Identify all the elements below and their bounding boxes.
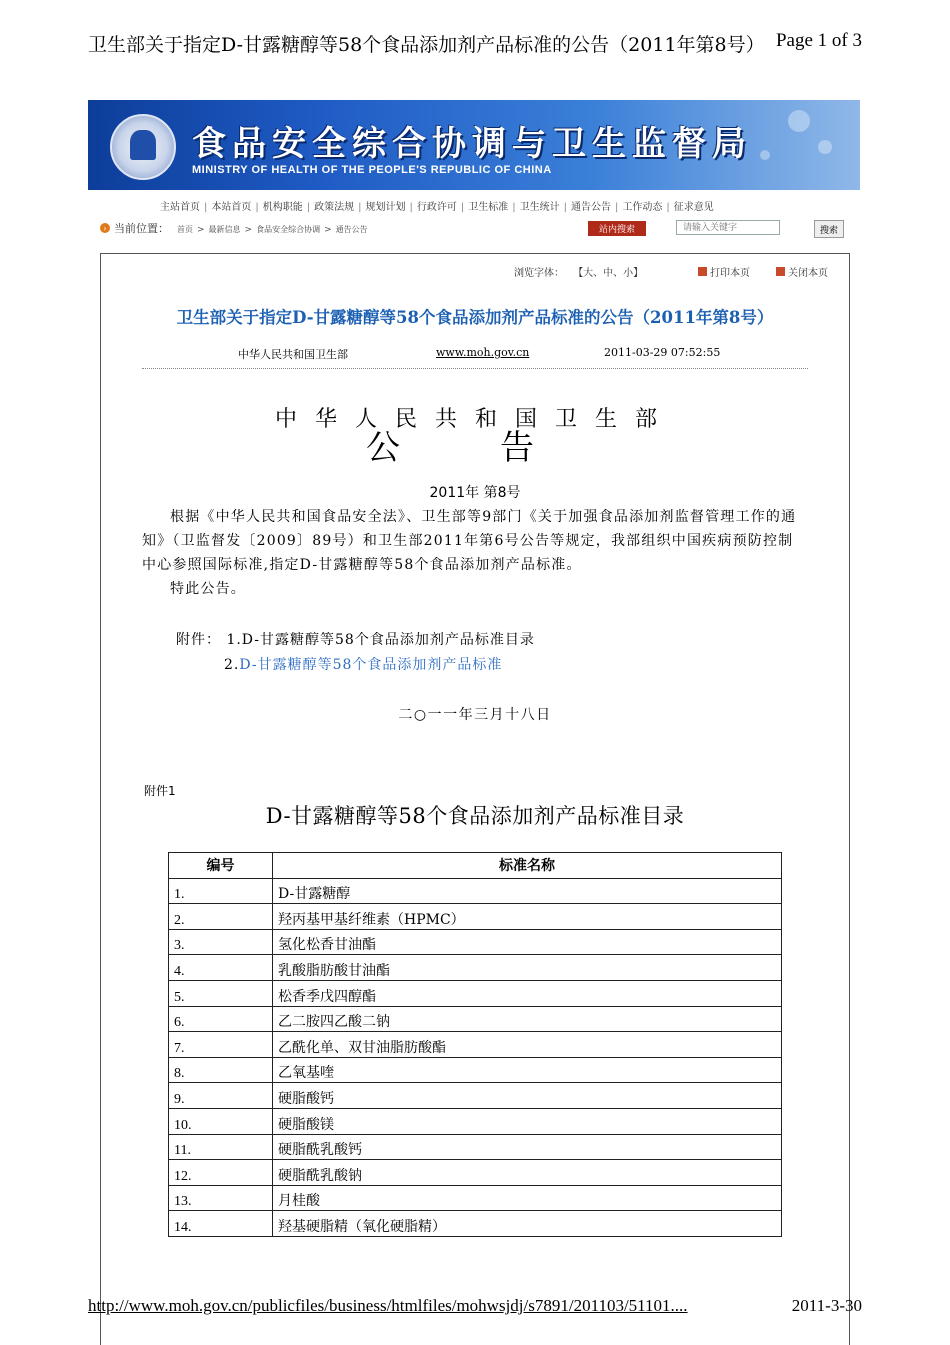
column-header-number: 编号 (169, 853, 273, 879)
standard-number: 6. (169, 1006, 273, 1032)
attachment-2-number: 2. (224, 657, 240, 673)
print-footer-date: 2011-3-30 (791, 1296, 862, 1315)
banner-title-cn: 食品安全综合协调与卫生监督局 (192, 124, 752, 164)
standard-number: 3. (169, 929, 273, 955)
breadcrumb-item[interactable]: 最新信息 (208, 224, 241, 234)
article-datetime: 2011-03-29 07:52:55 (604, 346, 721, 359)
breadcrumb-separator: > (324, 224, 332, 235)
nav-separator: | (204, 202, 208, 213)
standard-number: 14. (169, 1211, 273, 1237)
table-header-row (169, 853, 782, 879)
standard-name: 羟基硬脂精（氧化硬脂精） (273, 1211, 782, 1237)
nav-separator: | (615, 202, 619, 213)
nav-item[interactable]: 机构职能 (262, 202, 303, 213)
article-title: 卫生部关于指定D-甘露糖醇等58个食品添加剂产品标准的公告（2011年第8号） (176, 308, 774, 327)
close-page-button[interactable] (776, 264, 828, 279)
close-page-label: 关闭本页 (788, 268, 828, 279)
article-site-link[interactable]: www.moh.gov.cn (436, 346, 530, 359)
article-source: 中华人民共和国卫生部 (238, 348, 348, 361)
font-size-label: 浏览字体： (514, 268, 564, 279)
announcement-closing: 特此公告。 (170, 581, 246, 597)
nav-item[interactable]: 工作动态 (622, 202, 663, 213)
table-row (169, 1160, 782, 1186)
standard-name: 硬脂酸钙 (273, 1083, 782, 1109)
annex-title: D-甘露糖醇等58个食品添加剂产品标准目录 (265, 804, 685, 828)
nav-item[interactable]: 规划计划 (365, 202, 406, 213)
document-number: 2011年 第8号 (429, 485, 521, 501)
standard-name: 乳酸脂肪酸甘油酯 (273, 955, 782, 981)
table-row (169, 1134, 782, 1160)
site-search-button[interactable]: 站内搜索 (588, 221, 646, 236)
nav-item[interactable]: 征求意见 (673, 202, 714, 213)
document-type: 公告 (366, 428, 634, 468)
nav-item[interactable]: 通告公告 (571, 202, 611, 213)
search-button[interactable]: 搜索 (814, 220, 844, 238)
close-icon (776, 267, 785, 276)
nav-item[interactable]: 主站首页 (160, 202, 200, 213)
standard-number: 5. (169, 980, 273, 1006)
standard-number: 4. (169, 955, 273, 981)
meta-divider (142, 368, 808, 369)
table-row (169, 955, 782, 981)
standard-name: 乙酰化单、双甘油脂肪酸酯 (273, 1032, 782, 1058)
breadcrumb-item[interactable]: 首页 (177, 224, 193, 234)
breadcrumb-item[interactable]: 通告公告 (335, 224, 368, 234)
standards-table (168, 852, 782, 1237)
arrow-right-icon: › (100, 223, 110, 233)
location-label: 当前位置： (114, 222, 169, 235)
nav-item[interactable]: 本站首页 (211, 202, 252, 213)
standard-number: 10. (169, 1108, 273, 1134)
nav-separator: | (255, 202, 259, 213)
standard-name: 羟丙基甲基纤维素（HPMC） (273, 904, 782, 930)
attachments-label: 附件： (176, 632, 221, 648)
nav-item[interactable]: 政策法规 (314, 202, 355, 213)
standard-number: 13. (169, 1185, 273, 1211)
main-nav (160, 198, 714, 213)
standard-name: 硬脂酰乳酸钙 (273, 1134, 782, 1160)
standard-name: D-甘露糖醇 (273, 878, 782, 904)
breadcrumb-separator: > (244, 224, 253, 235)
breadcrumb (100, 220, 368, 236)
table-row (169, 1211, 782, 1237)
standard-name: 硬脂酸镁 (273, 1108, 782, 1134)
announcement-body (142, 505, 802, 601)
standard-number: 9. (169, 1083, 273, 1109)
decor-bubble-icon (788, 110, 810, 132)
banner-title-en: MINISTRY OF HEALTH OF THE PEOPLE'S REPUBLIC OF CHINA (192, 164, 552, 176)
column-header-name: 标准名称 (273, 853, 782, 879)
nav-separator: | (358, 202, 362, 213)
nav-separator: | (666, 202, 670, 213)
standard-name: 硬脂酰乳酸钠 (273, 1160, 782, 1186)
attachment-1: 1.D-甘露糖醇等58个食品添加剂产品标准目录 (226, 632, 535, 648)
print-footer-url: http://www.moh.gov.cn/publicfiles/business/htmlfiles/mohwsjdj/s7891/201103/51101.... (88, 1296, 688, 1315)
site-banner (88, 100, 860, 190)
print-page-label: 打印本页 (710, 268, 750, 279)
standard-name: 乙二胺四乙酸二钠 (273, 1006, 782, 1032)
standard-number: 8. (169, 1057, 273, 1083)
nav-separator: | (512, 202, 516, 213)
ministry-emblem-icon (110, 114, 176, 180)
print-header-title: 卫生部关于指定D-甘露糖醇等58个食品添加剂产品标准的公告（2011年第8号） (88, 34, 765, 56)
table-row (169, 929, 782, 955)
issuing-organization: 中华人民共和国卫生部 (274, 407, 675, 432)
attachments-list (176, 628, 535, 678)
standard-number: 12. (169, 1160, 273, 1186)
standard-name: 松香季戊四醇酯 (273, 980, 782, 1006)
standard-number: 1. (169, 878, 273, 904)
table-row (169, 1083, 782, 1109)
table-row (169, 1108, 782, 1134)
standard-name: 乙氧基喹 (273, 1057, 782, 1083)
nav-separator: | (409, 202, 413, 213)
announcement-paragraph: 根据《中华人民共和国食品安全法》、卫生部等9部门《关于加强食品添加剂监督管理工作的通知》（卫监督发〔2009〕89号）和卫生部2011年第6号公告等规定，我部组织中国疾病预防控制中心参照国际标准,指定D-甘露糖醇等58个食品添加剂产品标准。 (142, 509, 797, 573)
standard-name: 氢化松香甘油酯 (273, 929, 782, 955)
font-size-tools (514, 264, 643, 279)
table-row (169, 1057, 782, 1083)
breadcrumb-separator: > (197, 224, 205, 235)
standard-number: 7. (169, 1032, 273, 1058)
standard-name: 月桂酸 (273, 1185, 782, 1211)
table-row (169, 980, 782, 1006)
search-input[interactable] (676, 220, 780, 235)
nav-item[interactable]: 卫生统计 (519, 202, 560, 213)
print-page-button[interactable] (698, 264, 750, 279)
nav-separator: | (460, 202, 465, 213)
attachment-2-link[interactable]: D-甘露糖醇等58个食品添加剂产品标准 (239, 657, 503, 673)
nav-item[interactable]: 行政许可 (416, 202, 457, 213)
table-row (169, 904, 782, 930)
standard-number: 11. (169, 1134, 273, 1160)
font-size-options[interactable]: 【大、中、小】 (573, 268, 644, 279)
standard-number: 2. (169, 904, 273, 930)
table-row (169, 1006, 782, 1032)
table-row (169, 878, 782, 904)
decor-bubble-icon (760, 150, 770, 160)
printer-icon (698, 267, 707, 276)
signature-date: 二○一一年三月十八日 (398, 707, 552, 723)
nav-separator: | (563, 202, 567, 213)
annex-label: 附件1 (144, 784, 176, 798)
decor-bubble-icon (818, 140, 832, 154)
nav-separator: | (306, 202, 311, 213)
nav-item[interactable]: 卫生标准 (468, 202, 509, 213)
table-row (169, 1032, 782, 1058)
print-page-number: Page 1 of 3 (775, 30, 862, 51)
table-row (169, 1185, 782, 1211)
breadcrumb-item[interactable]: 食品安全综合协调 (256, 224, 321, 234)
